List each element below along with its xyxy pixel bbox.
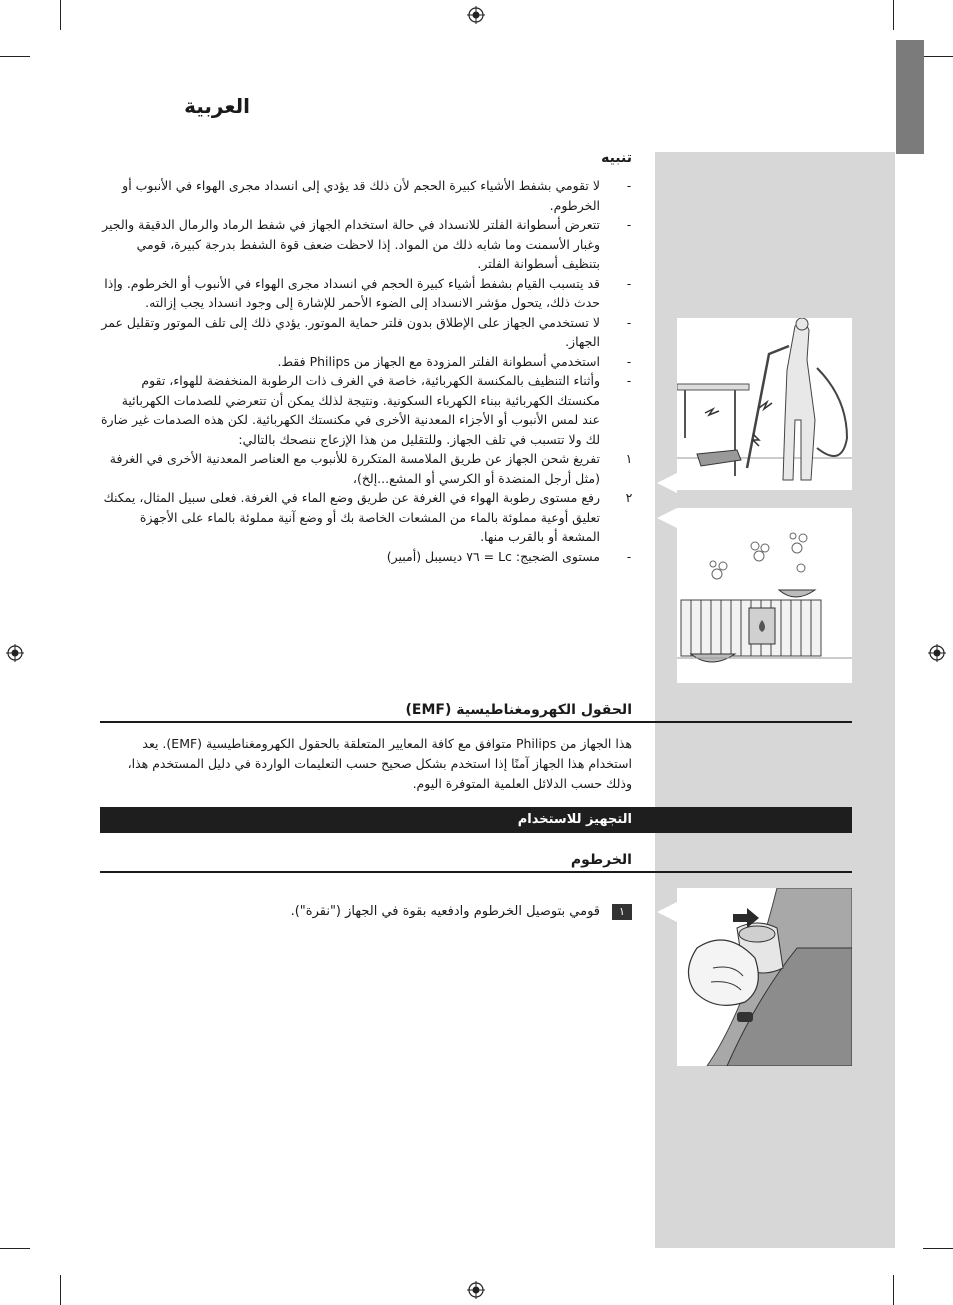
list-item-text: استخدمي أسطوانة الفلتر المزودة مع الجهاز من Philips فقط. (277, 353, 600, 369)
list-item (100, 547, 632, 567)
step-text: قومي بتوصيل الخرطوم وادفعيه بقوة في الجهاز ("نقرة"). (290, 904, 600, 919)
registration-mark-icon (467, 1281, 485, 1299)
list-marker: - (626, 178, 632, 193)
list-item-text: تفريغ شحن الجهاز عن طريق الملامسة المتكررة للأنبوب مع العناصر المعدنية الأخرى في الغرفة (مثل أرجل المنضدة أو الكرسي أو المشع...إلخ)، (109, 451, 600, 486)
section-divider (100, 871, 852, 873)
list-item (100, 371, 632, 449)
list-item-text: لا تستخدمي الجهاز على الإطلاق بدون فلتر حماية الموتور. يؤدي ذلك إلى تلف الموتور وتقليل عمر الجهاز. (101, 314, 600, 349)
vacuum-static-illustration (677, 318, 852, 490)
page-language-title: العربية (184, 94, 250, 118)
crop-mark (923, 1248, 953, 1249)
warning-list (100, 176, 633, 566)
pointer-triangle-icon (657, 902, 677, 922)
list-item-text: مستوى الضجيج: Lc = ٧٦ ديسيبل (أمبير) (386, 548, 600, 564)
emf-paragraph: هذا الجهاز من Philips متوافق مع كافة المعايير المتعلقة بالحقول الكهرومغناطيسية (EMF). يعد استخدام هذا الجهاز آمنًا إذا استخدم بشكل صحيح حسب التعليمات الواردة في دليل المستخدم هذا، وذلك حسب الدلائل العلمية المتوفرة اليوم. (127, 736, 632, 791)
section-bar (100, 807, 852, 833)
list-item (100, 176, 632, 215)
list-item (100, 488, 633, 547)
list-item-text: تتعرض أسطوانة الفلتر للانسداد في حالة استخدام الجهاز في شفط الرماد والرمال الدقيقة والجير وغبار الأسمنت وما شابه ذلك من المواد. إذا لاحظت ضعف قوة الشفط بدرجة كبيرة، قومي بتنظيف أسطوانة الفلتر. (102, 217, 600, 271)
list-marker: ١ (625, 451, 633, 466)
list-marker: ٢ (625, 490, 633, 505)
list-item (100, 313, 632, 352)
list-item (100, 352, 632, 372)
warning-heading: تنبيه (601, 150, 632, 166)
list-marker: - (626, 548, 632, 564)
list-item-text: قد يتسبب القيام بشفط أشياء كبيرة الحجم في انسداد مجرى الهواء في الأنبوب أو الخرطوم. وإذا حدث ذلك، يتحول مؤشر الانسداد إلى الضوء الأحمر للإشارة إلى وجود انسداد يجب إزالته. (104, 275, 600, 310)
crop-mark (0, 56, 30, 57)
list-marker: - (626, 373, 632, 388)
list-marker: - (626, 275, 632, 291)
crop-mark (923, 56, 953, 57)
crop-mark (0, 1248, 30, 1249)
language-tab (896, 40, 924, 154)
step-number-badge: ١ (612, 904, 632, 920)
list-marker: - (626, 353, 632, 369)
pointer-triangle-icon (657, 508, 677, 528)
section-divider (100, 721, 852, 723)
radiator-humidity-illustration (677, 508, 852, 683)
hose-connection-illustration (677, 888, 852, 1066)
crop-mark (893, 1275, 894, 1305)
registration-mark-icon (928, 644, 946, 662)
registration-mark-icon (467, 6, 485, 24)
list-marker: - (626, 217, 632, 232)
pointer-triangle-icon (657, 473, 677, 493)
emf-heading: الحقول الكهرومغناطيسية (EMF) (405, 702, 632, 718)
list-item (100, 274, 632, 313)
section-bar-title: التجهيز للاستخدام (517, 812, 632, 827)
side-column (655, 152, 895, 1248)
crop-mark (60, 1275, 61, 1305)
list-item-text: وأثناء التنظيف بالمكنسة الكهربائية، خاصة في الغرف ذات الرطوبة المنخفضة للهواء، تقوم مكنستك الكهربائية ببناء الكهرباء السكونية. ونتيجة لذلك يمكن أن تتعرضي للصدمات الكهربائية عند لمس الأنبوب أو الأجزاء المعدنية الأخرى في مكنستك الكهربائية. لكن هذه الصدمات غير ضارة لك ولا تتسبب في تلف الجهاز. وللتقليل من هذا الإزعاج ننصحك بالتالي: (101, 373, 600, 447)
list-item-text: رفع مستوى رطوبة الهواء في الغرفة عن طريق وضع الماء في الغرفة. فعلى سبيل المثال، يمكنك تعليق أوعية مملوئة بالماء من المشعات الخاصة بك أو وضع آنية مملوئة بالماء على الأجهزة المشعة أو بالقرب منها. (103, 490, 600, 544)
crop-mark (60, 0, 61, 30)
registration-mark-icon (6, 644, 24, 662)
crop-mark (893, 0, 894, 30)
list-item-text: لا تقومي بشفط الأشياء كبيرة الحجم لأن ذلك قد يؤدي إلى انسداد مجرى الهواء في الأنبوب أو الخرطوم. (122, 178, 600, 213)
list-marker: - (626, 314, 632, 330)
list-item (100, 449, 633, 488)
hose-heading: الخرطوم (570, 852, 632, 868)
list-item (100, 215, 632, 274)
